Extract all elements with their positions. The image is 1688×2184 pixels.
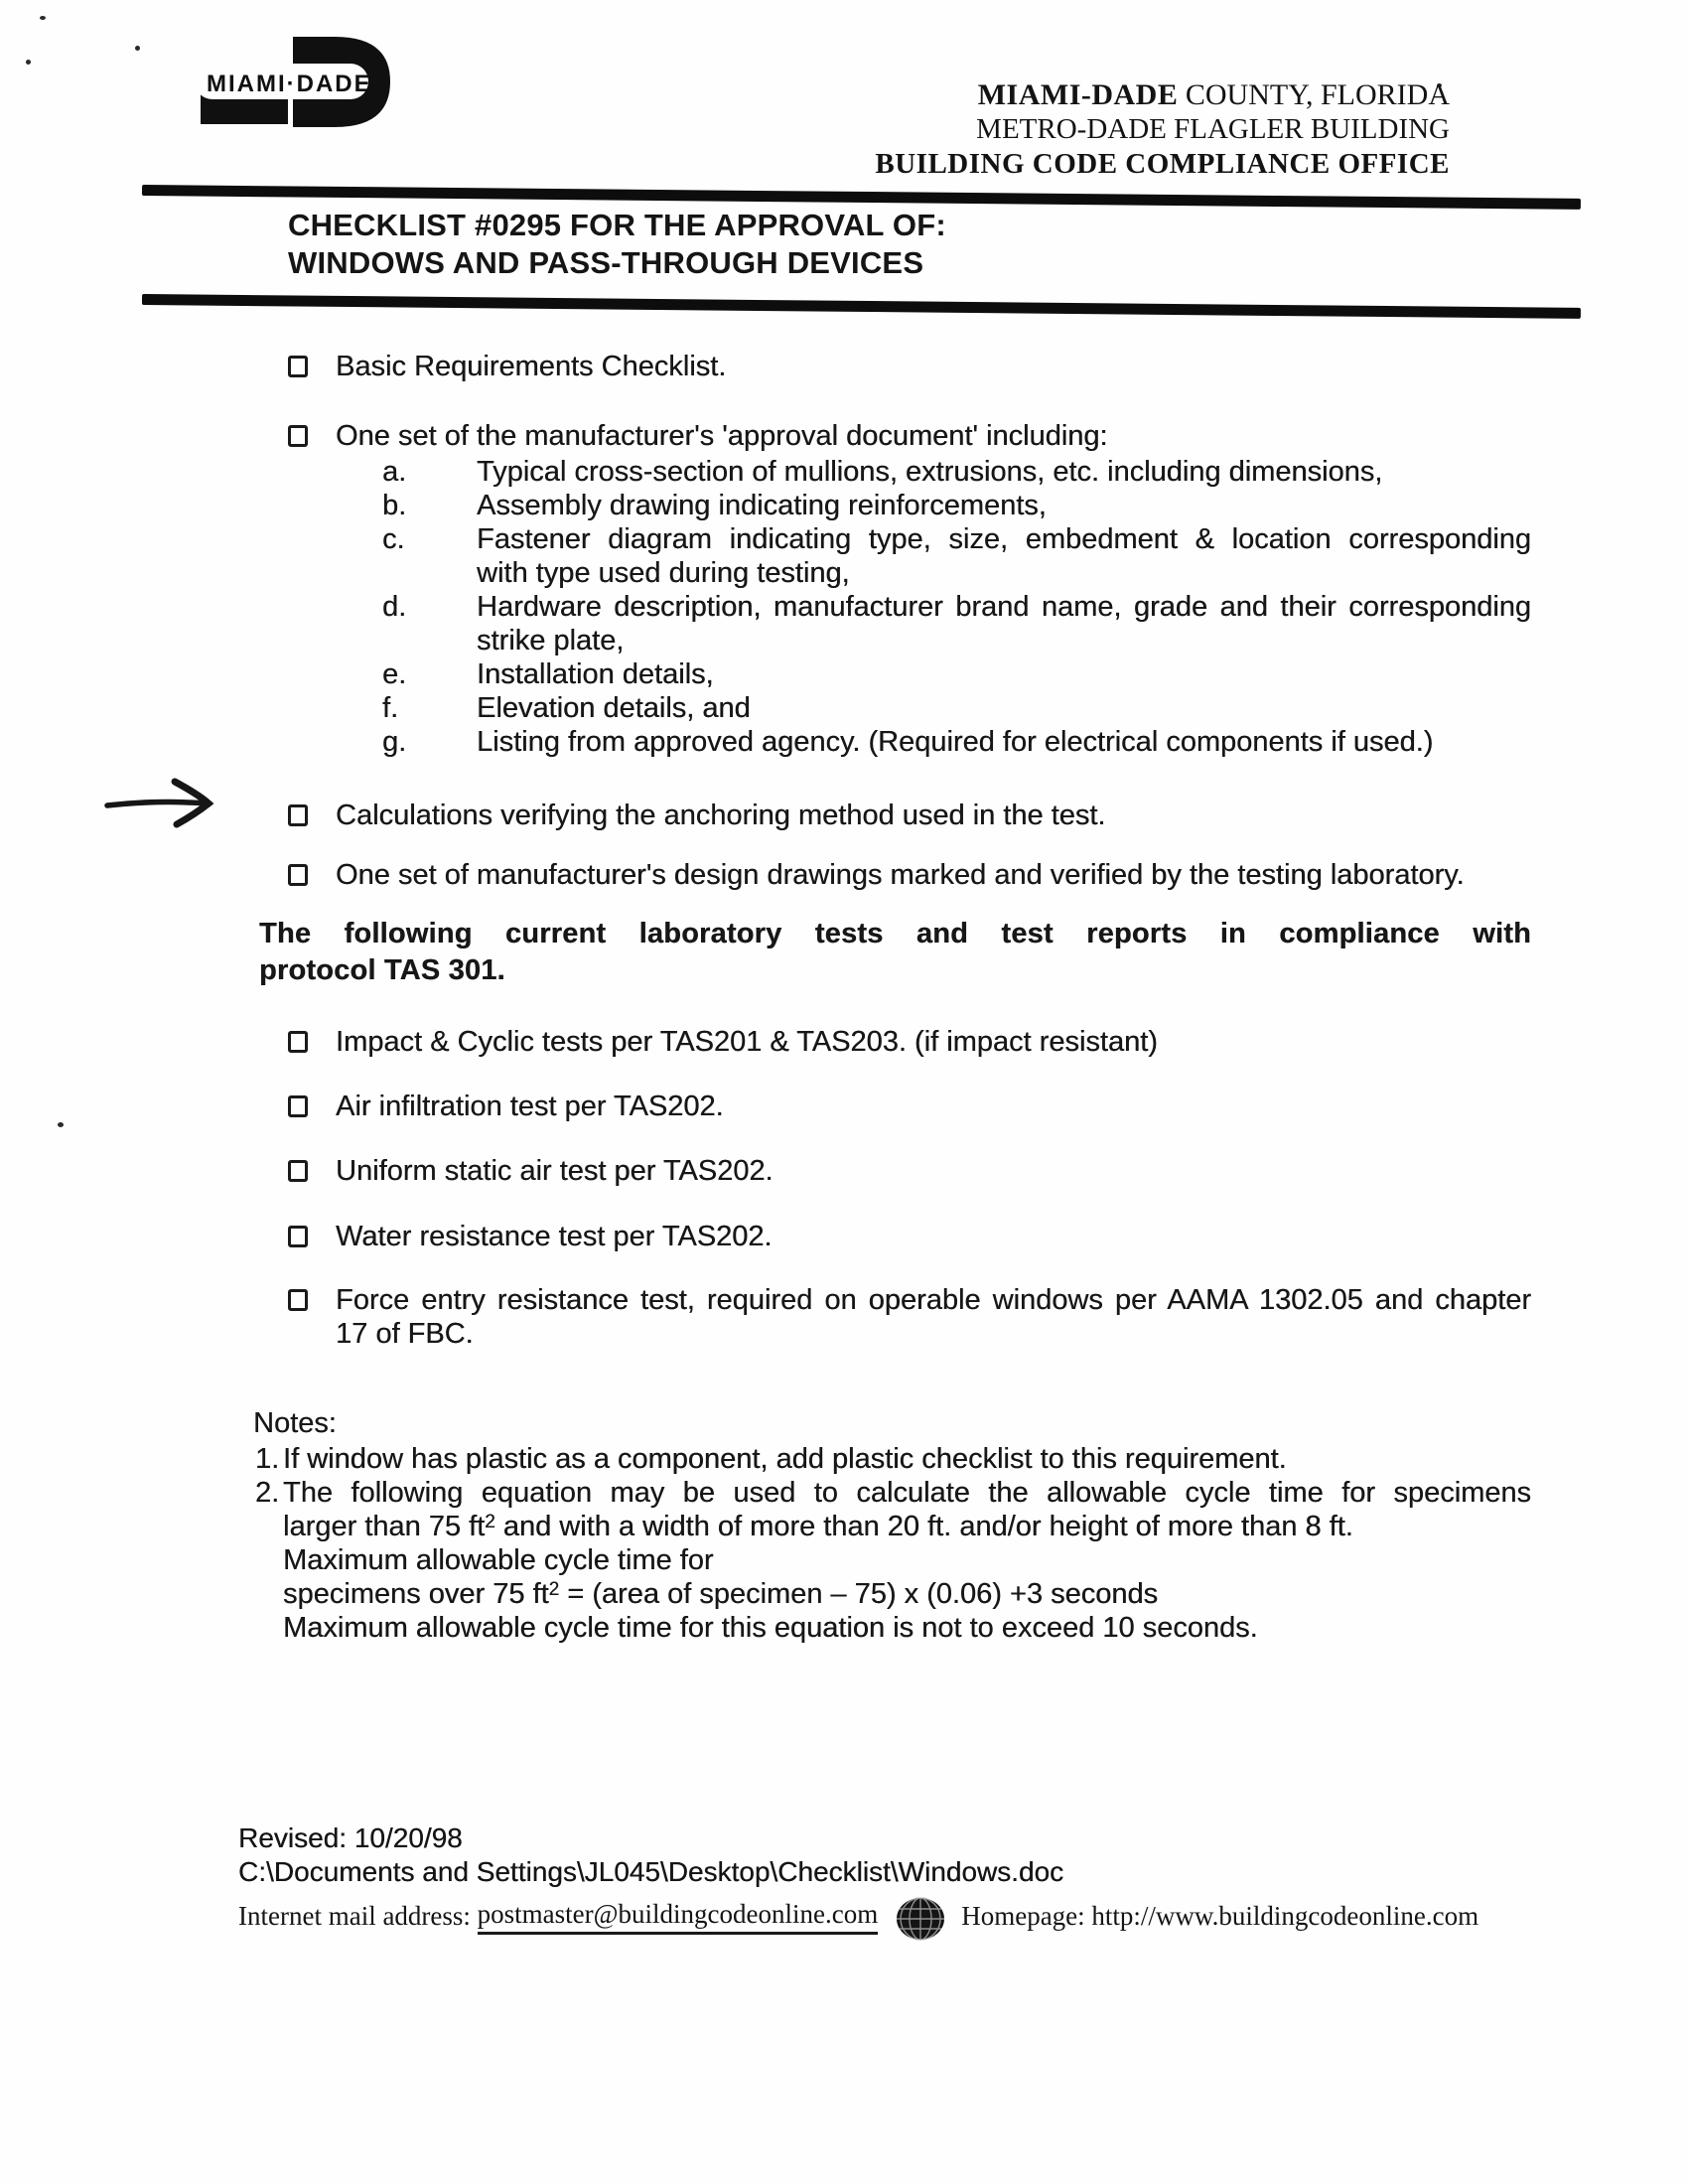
sub-item-text: Elevation details, and [477, 692, 751, 724]
checkbox-icon [288, 864, 308, 886]
equation-post: = (area of specimen – 75) x (0.06) +3 seconds [559, 1578, 1159, 1610]
notes-section [253, 1406, 1531, 1645]
document-footer [238, 1821, 1478, 1941]
email-link[interactable]: postmaster@buildingcodeonline.com [478, 1897, 879, 1935]
sub-item-g [253, 725, 1531, 759]
note-number: 2. [255, 1477, 280, 1509]
sub-item-text: Assembly drawing indicating reinforcements, [477, 490, 1047, 521]
scan-speck [26, 60, 31, 65]
checkbox-icon [288, 1226, 308, 1247]
header-office-line: BUILDING CODE COMPLIANCE OFFICE [875, 148, 1450, 180]
contact-line [238, 1891, 1478, 1941]
miami-dade-logo-graphic [155, 34, 393, 131]
test-item-line1: Force entry resistance test, required on operable windows per AAMA 1302.05 and chapter [336, 1284, 1531, 1316]
sub-item-letter: d. [382, 591, 407, 623]
approval-document-sublist [253, 455, 1531, 759]
test-item-label: Uniform static air test per TAS202. [336, 1155, 774, 1187]
sub-item-c [253, 522, 1531, 590]
test-item-force-entry [253, 1283, 1531, 1351]
note-number: 1. [255, 1443, 280, 1475]
header-county-line [875, 77, 1450, 112]
notes-label: Notes: [253, 1407, 337, 1439]
test-item-impact-cyclic [253, 1025, 1531, 1059]
mail-label: Internet mail address: [238, 1901, 471, 1931]
checklist-item-label: Basic Requirements Checklist. [336, 351, 727, 382]
sub-item-text-line1: Fastener diagram indicating type, size, embedment & location corresponding [477, 523, 1531, 555]
checklist-item-label: One set of manufacturer's design drawings marked and verified by the testing laboratory. [336, 859, 1465, 891]
revised-date: Revised: 10/20/98 [238, 1822, 463, 1853]
sub-item-d [253, 590, 1531, 657]
test-item-label: Water resistance test per TAS202. [336, 1221, 773, 1252]
section-heading-line2: protocol TAS 301. [259, 954, 505, 986]
note-text: If window has plastic as a component, add plastic checklist to this requirement. [283, 1443, 1287, 1475]
sub-item-letter: e. [382, 658, 407, 690]
header-building-line: METRO-DADE FLAGLER BUILDING [976, 113, 1450, 145]
test-item-uniform-static-air [253, 1154, 1531, 1188]
sub-item-e [253, 657, 1531, 691]
test-item-label: Air infiltration test per TAS202. [336, 1091, 724, 1122]
note-2-equation [283, 1577, 1531, 1611]
file-path: C:\Documents and Settings\JL045\Desktop\Checklist\Windows.doc [238, 1856, 1064, 1887]
note-2-line1: The following equation may be used to calculate the allowable cycle time for specimens [283, 1477, 1531, 1509]
sub-item-text: Installation details, [477, 658, 714, 690]
homepage-label: Homepage: [961, 1901, 1085, 1931]
sub-item-letter: f. [382, 692, 399, 724]
section-heading [259, 916, 1531, 989]
sub-item-letter: a. [382, 456, 407, 488]
scan-speck [58, 1122, 64, 1127]
sub-item-letter: b. [382, 490, 407, 521]
checklist-item-calculations [253, 799, 1531, 832]
checkbox-icon [288, 804, 308, 826]
sub-item-text [477, 590, 1531, 657]
sub-item-text-line2: strike plate, [477, 625, 625, 656]
section-heading-line1: The following current laboratory tests and test reports in compliance with [259, 918, 1531, 949]
page-title-line1: CHECKLIST #0295 FOR THE APPROVAL OF: [288, 208, 946, 242]
horizontal-rule-bottom [142, 294, 1581, 319]
checkbox-icon [288, 1289, 308, 1311]
checkbox-icon [288, 1031, 308, 1053]
checkbox-icon [288, 1095, 308, 1117]
note-2-line2-post: and with a width of more than 20 ft. and/or height of more than 8 ft. [494, 1511, 1353, 1542]
test-item-label: Impact & Cyclic tests per TAS201 & TAS203. (if impact resistant) [336, 1026, 1158, 1058]
page-title-line2: WINDOWS AND PASS-THROUGH DEVICES [288, 245, 924, 280]
checklist-item-approval-document [253, 419, 1531, 453]
sub-item-text [477, 522, 1531, 590]
sub-item-text: Listing from approved agency. (Required for electrical components if used.) [477, 726, 1434, 758]
sub-item-a [253, 455, 1531, 489]
sub-item-text-line1: Hardware description, manufacturer brand name, grade and their corresponding [477, 591, 1531, 623]
header-county-bold: MIAMI-DADE [977, 78, 1179, 111]
document-body [253, 338, 1531, 1645]
superscript-2: 2 [485, 1512, 495, 1532]
sub-item-f [253, 691, 1531, 725]
checklist-item-label: Calculations verifying the anchoring method used in the test. [336, 800, 1106, 831]
test-item-air-infiltration [253, 1090, 1531, 1123]
note-2-line2-pre: larger than 75 ft [283, 1511, 486, 1542]
note-2 [253, 1476, 1531, 1645]
test-item-line2: 17 of FBC. [336, 1318, 474, 1350]
scan-speck [40, 16, 46, 20]
globe-icon [896, 1897, 945, 1941]
checklist-item-basic-requirements [253, 350, 1531, 383]
page-title [288, 207, 946, 282]
sub-item-letter: g. [382, 726, 407, 758]
homepage-url: http://www.buildingcodeonline.com [1091, 1901, 1479, 1931]
checkbox-icon [288, 1160, 308, 1182]
sub-item-b [253, 489, 1531, 522]
checkbox-icon [288, 425, 308, 447]
equation-pre: specimens over 75 ft [283, 1578, 549, 1610]
checkbox-icon [288, 356, 308, 377]
sub-item-text-line2: with type used during testing, [477, 557, 850, 589]
test-item-water-resistance [253, 1220, 1531, 1253]
margin-arrow-annotation [99, 771, 238, 832]
note-2-line2 [283, 1510, 1531, 1543]
superscript-2: 2 [548, 1579, 560, 1600]
header-county-rest: COUNTY, FLORIDA [1178, 78, 1450, 111]
checklist-item-design-drawings [253, 858, 1531, 892]
sub-item-letter: c. [382, 523, 405, 555]
miami-dade-logo [155, 34, 393, 131]
sub-item-text: Typical cross-section of mullions, extrusions, etc. including dimensions, [477, 456, 1383, 488]
header-address-block [875, 77, 1450, 182]
note-2-line5: Maximum allowable cycle time for this equation is not to exceed 10 seconds. [283, 1612, 1258, 1644]
scan-speck [135, 46, 140, 51]
logo-text: MIAMI·DADE [207, 71, 372, 97]
note-2-line3: Maximum allowable cycle time for [283, 1544, 714, 1576]
checklist-item-label: One set of the manufacturer's 'approval document' including: [336, 420, 1108, 452]
test-item-label [336, 1283, 1531, 1351]
note-1 [253, 1442, 1531, 1476]
note-text [283, 1476, 1531, 1645]
